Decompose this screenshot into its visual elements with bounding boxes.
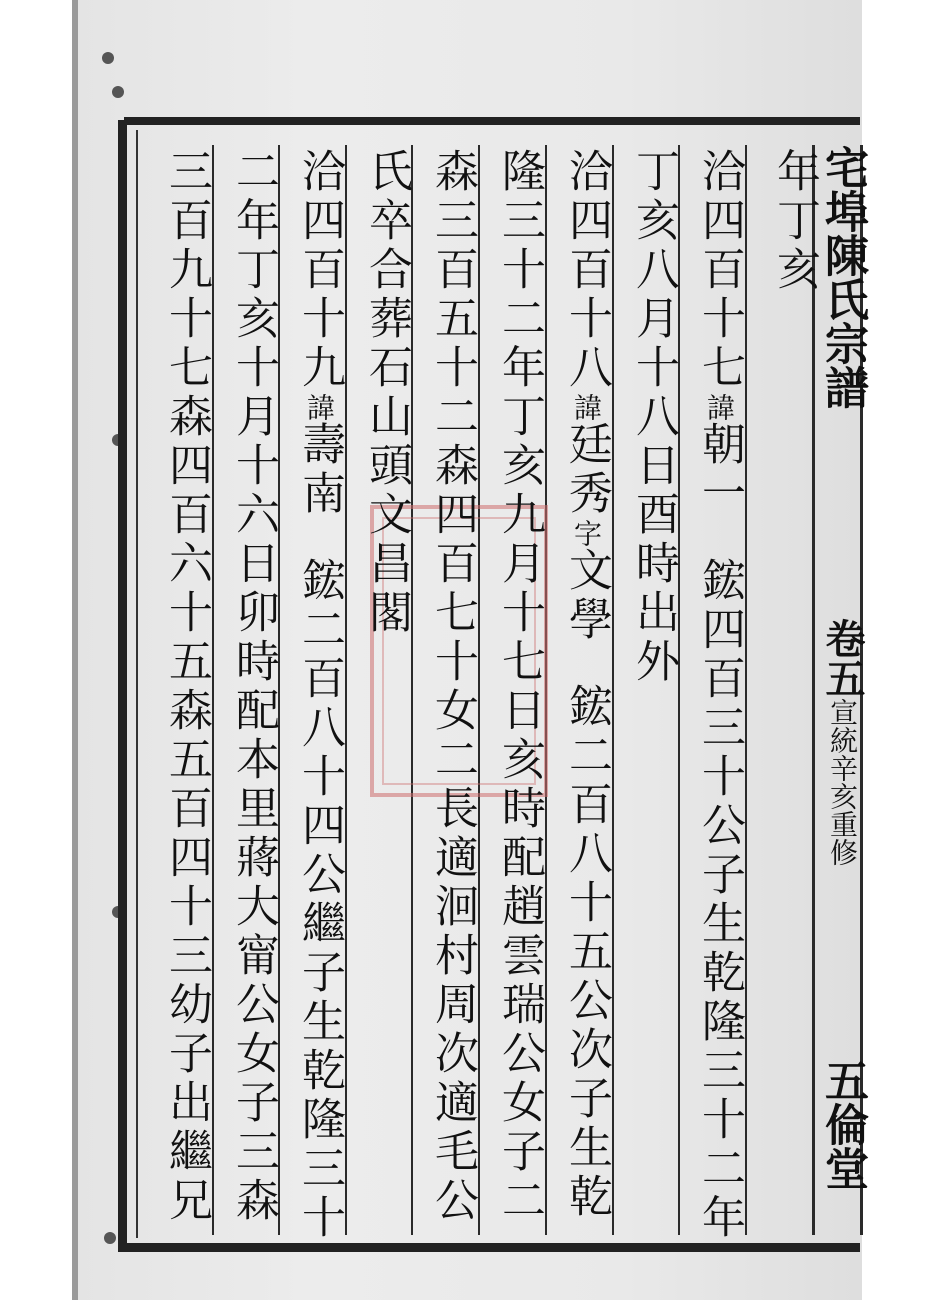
- binding-hole: [104, 1232, 116, 1244]
- text-segment: 二年丁亥十月十六日卯時配本里蔣大甯公女子三森: [228, 148, 279, 1226]
- text-column: [354, 148, 418, 638]
- text-segment: 鋐二百八十四公繼子生乾隆三十: [294, 557, 345, 1243]
- annotation-mark: 諱: [303, 393, 336, 421]
- binding-hole: [112, 86, 124, 98]
- text-segment: 文學: [561, 547, 612, 645]
- text-segment: 年丁亥: [769, 148, 820, 295]
- text-segment: 隆三十二年丁亥九月十七日亥時配趙雲瑞公女子二: [494, 148, 545, 1226]
- text-column: [762, 148, 826, 295]
- text-column: [287, 148, 351, 1243]
- text-column: [621, 148, 685, 687]
- text-column: [420, 148, 484, 1226]
- annotation-mark: 諱: [703, 393, 736, 421]
- edition-note-text: 宣統辛亥重修: [826, 698, 859, 866]
- text-column: [154, 148, 218, 1226]
- spine-rule: [812, 145, 815, 1235]
- paper-binding-edge: [72, 0, 78, 1300]
- text-column: [687, 148, 751, 1243]
- frame-bottom-border: [124, 1243, 860, 1252]
- spine-hall-name: 五倫堂: [817, 1058, 868, 1190]
- text-segment: 朝一: [694, 421, 745, 519]
- text-segment: 丁亥八月十八日酉時出外: [628, 148, 679, 687]
- text-segment: 森三百五十二森四百七十女二長適洄村周次適毛公: [427, 148, 478, 1226]
- text-segment: 三百九十七森四百六十五森五百四十三幼子出繼兄: [161, 148, 212, 1226]
- annotation-mark: 字: [570, 519, 603, 547]
- text-column: [487, 148, 551, 1226]
- text-column: [554, 148, 618, 1222]
- frame-left-border: [118, 120, 127, 1252]
- spine-title: 宅埠陳氏宗譜: [817, 145, 868, 409]
- text-column: [221, 148, 285, 1226]
- text-segment: 洽四百十七: [694, 148, 745, 393]
- text-segment: 鋐二百八十五公次子生乾: [561, 683, 612, 1222]
- frame-top-border: [124, 117, 860, 125]
- binding-hole: [102, 52, 114, 64]
- spine-edition-note: [819, 618, 866, 866]
- spine-volume-mark: 卷五: [819, 618, 866, 698]
- text-segment: 洽四百十八: [561, 148, 612, 393]
- text-segment: 廷秀: [561, 421, 612, 519]
- frame-left-inner-rule: [136, 130, 138, 1238]
- text-segment: 鋐四百三十公子生乾隆三十二年: [694, 557, 745, 1243]
- text-segment: 氏卒合葬石山頭文昌閣: [361, 148, 412, 638]
- text-segment: 壽南: [294, 421, 345, 519]
- text-segment: 洽四百十九: [294, 148, 345, 393]
- annotation-mark: 諱: [570, 393, 603, 421]
